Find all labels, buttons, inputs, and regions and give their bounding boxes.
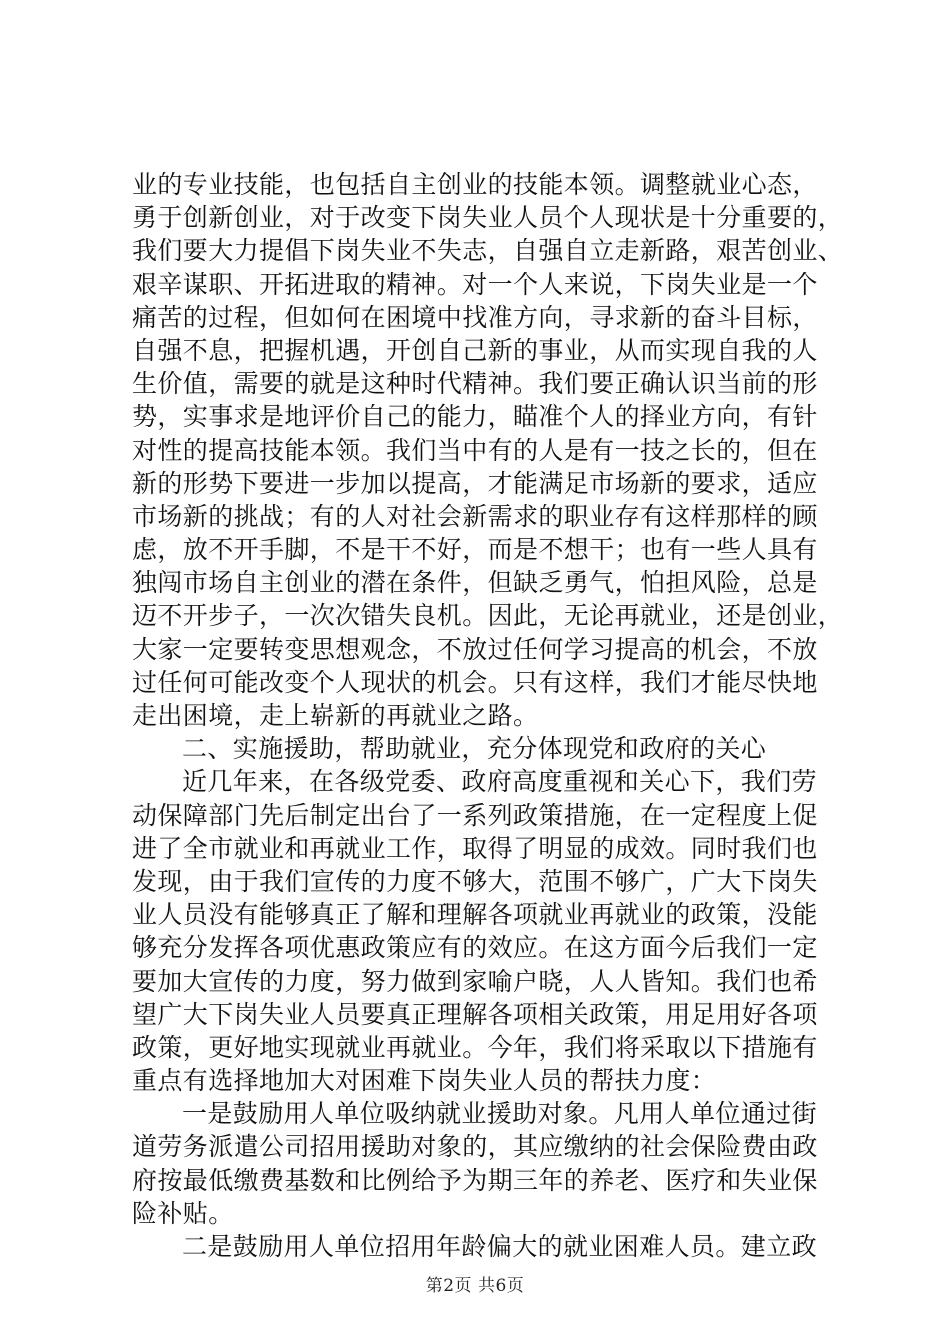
text-line: 独闯市场自主创业的潜在条件，但缺乏勇气，怕担风险，总是 <box>132 568 818 598</box>
page-number-label: 第2页 共6页 <box>425 1276 525 1296</box>
text-line: 艰辛谋职、开拓进取的精神。对一个人来说，下岗失业是一个 <box>132 269 818 299</box>
text-line: 要加大宣传的力度，努力做到家喻户晓，人人皆知。我们也希 <box>132 966 818 996</box>
text-line: 痛苦的过程，但如何在困境中找准方向，寻求新的奋斗目标， <box>132 302 818 332</box>
text-line: 业的专业技能，也包括自主创业的技能本领。调整就业心态， <box>132 170 818 199</box>
text-line: 二、实施援助，帮助就业，充分体现党和政府的关心 <box>182 734 767 764</box>
text-line: 道劳务派遣公司招用援助对象的，其应缴纳的社会保险费由政 <box>132 1132 818 1162</box>
text-line: 近几年来，在各级党委、政府高度重视和关心下，我们劳 <box>182 767 818 797</box>
text-line: 二是鼓励用人单位招用年龄偏大的就业困难人员。建立政 <box>182 1232 818 1261</box>
text-line: 重点有选择地加大对困难下岗失业人员的帮扶力度： <box>132 1066 717 1096</box>
text-line: 势，实事求是地评价自己的能力，瞄准个人的择业方向，有针 <box>132 402 818 432</box>
text-line: 市场新的挑战；有的人对社会新需求的职业存有这样那样的顾 <box>132 501 818 531</box>
text-line: 业人员没有能够真正了解和理解各项就业再就业的政策，没能 <box>132 900 818 930</box>
text-line: 对性的提高技能本领。我们当中有的人是有一技之长的，但在 <box>132 435 818 465</box>
text-line: 迈不开步子，一次次错失良机。因此，无论再就业，还是创业， <box>132 601 844 631</box>
text-line: 过任何可能改变个人现状的机会。只有这样，我们才能尽快地 <box>132 667 818 697</box>
text-line: 新的形势下要进一步加以提高，才能满足市场新的要求，适应 <box>132 468 818 498</box>
text-line: 自强不息，把握机遇，开创自己新的事业，从而实现自我的人 <box>132 335 818 365</box>
text-line: 发现，由于我们宣传的力度不够大，范围不够广，广大下岗失 <box>132 866 818 896</box>
text-line: 走出困境，走上崭新的再就业之路。 <box>132 701 539 730</box>
text-line: 一是鼓励用人单位吸纳就业援助对象。凡用人单位通过街 <box>182 1099 818 1129</box>
text-line: 勇于创新创业，对于改变下岗失业人员个人现状是十分重要的， <box>132 203 844 233</box>
text-line: 生价值，需要的就是这种时代精神。我们要正确认识当前的形 <box>132 369 818 399</box>
text-line: 我们要大力提倡下岗失业不失志，自强自立走新路，艰苦创业、 <box>132 236 844 266</box>
document-body <box>132 168 844 1263</box>
text-line: 望广大下岗失业人员要真正理解各项相关政策，用足用好各项 <box>132 999 818 1029</box>
text-line: 险补贴。 <box>132 1198 234 1228</box>
text-line: 动保障部门先后制定出台了一系列政策措施，在一定程度上促 <box>132 800 818 830</box>
text-line: 政策，更好地实现就业再就业。今年，我们将采取以下措施有 <box>132 1032 818 1062</box>
text-line: 虑，放不开手脚，不是干不好，而是不想干；也有一些人具有 <box>132 535 818 565</box>
text-line: 够充分发挥各项优惠政策应有的效应。在这方面今后我们一定 <box>132 933 818 963</box>
page-footer <box>0 1271 950 1296</box>
text-line: 进了全市就业和再就业工作，取得了明显的成效。同时我们也 <box>132 833 818 863</box>
text-line: 府按最低缴费基数和比例给予为期三年的养老、医疗和失业保 <box>132 1165 818 1195</box>
text-line: 大家一定要转变思想观念，不放过任何学习提高的机会，不放 <box>132 634 818 664</box>
